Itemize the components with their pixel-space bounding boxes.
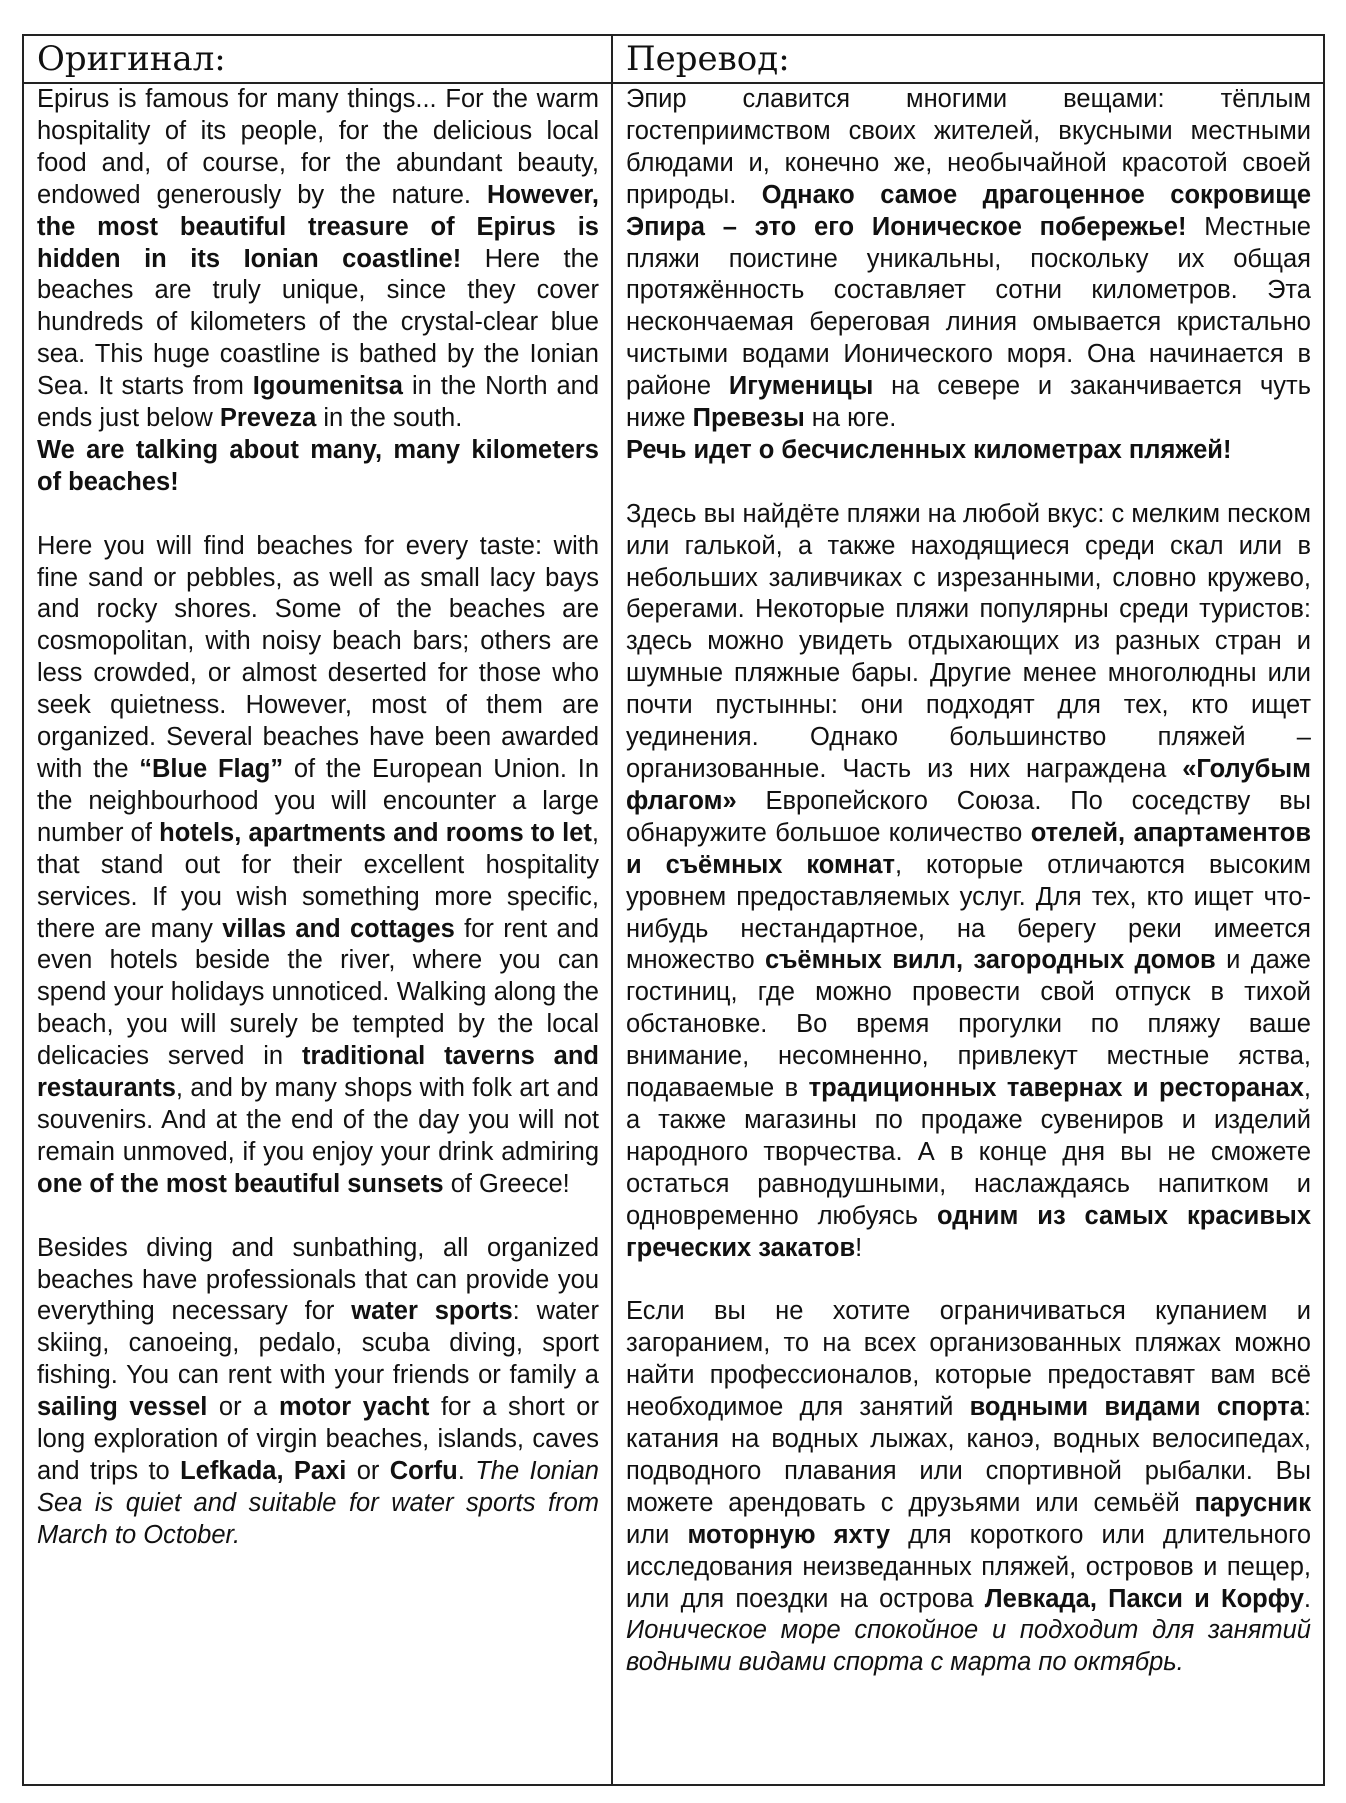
text-run: in the North and ends just below: [37, 372, 599, 433]
text-run: of Greece!: [443, 1169, 570, 1198]
bold-text: “Blue Flag”: [139, 755, 284, 784]
text-run: и даже гостиниц, где можно провести свой отпуск в тихой обстановке. Во время прогулки по пляжу ваше внимание, несомненно, привлекут местные яства, подаваемые в: [626, 946, 1311, 1103]
text-run: for a short or long exploration of virgin beaches, islands, caves and trips to: [37, 1393, 599, 1485]
paragraph: [626, 84, 1311, 467]
text-run: : катания на водных лыжах, каноэ, водных велосипедах, подводного плавания или спортивной рыбалки. Вы можете арендовать с друзьями или семьёй: [626, 1393, 1311, 1517]
bold-text: water sports: [351, 1297, 513, 1326]
bold-text: Превезы: [692, 404, 805, 433]
bold-text: sailing vessel: [37, 1393, 208, 1422]
text-run: .: [457, 1456, 476, 1485]
text-run: !: [855, 1233, 863, 1262]
bold-text: Игуменицы: [728, 372, 874, 401]
paragraph: [37, 1233, 599, 1552]
bold-text: villas and cottages: [222, 914, 455, 943]
bold-text: one of the most beautiful sunsets: [37, 1169, 444, 1198]
bold-text: Речь идет о бесчисленных километрах пляжей!: [626, 435, 1232, 464]
text-run: Если вы не хотите ограничиваться купанием и загоранием, то на всех организованных пляжах можно найти профессионалов, которые предоставят вам всё необходимое для занятий: [626, 1297, 1311, 1422]
bold-text: парусник: [1194, 1488, 1311, 1517]
bold-text: отелей, апартаментов и съёмных комнат: [626, 818, 1311, 879]
text-run: , that stand out for their excellent hospitality services. If you wish something more specific, there are many: [37, 818, 599, 943]
bold-text: Lefkada, Paxi: [180, 1456, 347, 1485]
paragraph: [626, 1296, 1311, 1679]
text-run: or a: [207, 1393, 279, 1422]
text-run: на севере и заканчивается чуть ниже: [626, 372, 1311, 433]
bold-text: Corfu: [389, 1456, 458, 1485]
text-run: for rent and even hotels beside the river, where you can spend your holidays unnoticed. Walking along the beach, you will surely be tempted by the local delicacies served in: [37, 914, 600, 1071]
text-run: , которые отличаются высоким уровнем предоставляемых услуг. Для тех, кто ищет что-нибудь нестандартное, на берегу реки имеется множество: [626, 850, 1311, 975]
bold-text: традиционных тавернах и ресторанах: [808, 1074, 1304, 1103]
bold-text: водными видами спорта: [969, 1393, 1304, 1422]
bold-text: Preveza: [219, 404, 317, 433]
italic-text: The Ionian Sea is quiet and suitable for water sports from March to October.: [37, 1456, 599, 1549]
italic-text: Ионическое море спокойное и подходит для занятий водными видами спорта с марта по октябрь.: [626, 1616, 1311, 1677]
bold-text: hotels, apartments and rooms to let: [159, 818, 592, 847]
bold-text: моторную яхту: [687, 1520, 891, 1549]
bold-text: Igoumenitsa: [252, 372, 403, 401]
text-run: of the European Union. In the neighbourhood you will encounter a large number of: [37, 755, 600, 847]
text-run: Besides diving and sunbathing, all organized beaches have professionals that can provide you everything necessary for: [37, 1233, 599, 1326]
bold-text: motor yacht: [278, 1393, 430, 1422]
bold-text: Однако самое драгоценное сокровище Эпира – это его Ионическое побережье!: [626, 180, 1311, 241]
paragraph: [626, 499, 1311, 1265]
text-run: для короткого или длительного исследования неизведанных пляжей, островов и пещер, или для поездки на острова: [626, 1520, 1311, 1613]
bold-text: Левкада, Пакси и Корфу: [984, 1584, 1304, 1613]
translation-text: [613, 84, 1323, 1784]
text-run: Местные пляжи поистине уникальны, поскольку их общая протяжённость составляет сотни километров. Эта нескончаемая береговая линия омывается кристально чистыми водами Ионического моря. Она начинается в районе: [626, 212, 1311, 401]
paragraph: [37, 84, 599, 499]
translation-heading: Перевод:: [613, 36, 1323, 84]
text-run: или: [626, 1520, 688, 1549]
bold-text: We are talking about many, many kilometers of beaches!: [37, 435, 599, 496]
text-run: : water skiing, canoeing, pedalo, scuba diving, sport fishing. You can rent with your friends or family a: [37, 1297, 599, 1390]
bold-text: съёмных вилл, загородных домов: [764, 946, 1216, 975]
text-run: Эпир славится многими вещами: тёплым гостеприимством своих жителей, вкусными местными блюдами и, конечно же, необычайной красотой своей природы.: [626, 85, 1311, 209]
text-run: or: [346, 1456, 390, 1485]
original-text: [24, 84, 613, 1784]
bold-text: traditional taverns and restaurants: [37, 1042, 599, 1103]
text-run: на юге.: [804, 404, 897, 433]
original-heading: Оригинал:: [24, 36, 613, 84]
text-run: , а также магазины по продаже сувениров и изделий народного творчества. А в конце дня вы не сможете остаться равнодушными, наслаждаясь напитком и одновременно любуясь: [626, 1074, 1312, 1230]
text-run: Here the beaches are truly unique, since they cover hundreds of kilometers of the crystal-clear blue sea. This huge coastline is bathed by the Ionian Sea. It starts from: [37, 244, 599, 401]
bold-text: «Голубым флагом»: [626, 755, 1311, 815]
text-run: Здесь вы найдёте пляжи на любой вкус: с мелким песком или галькой, а также находящиеся среди скал или в небольших заливчиках с изрезанными, словно кружево, берегами. Некоторые пляжи популярны среди туристов: здесь можно увидеть отдыхающих из разных стран и шумные пляжные бары. Другие менее многолюдны или почти пустынны: они подходят для тех, кто ищет уединения. Однако большинство пляжей – организованные. Часть из них награждена: [626, 499, 1311, 784]
text-run: Epirus is famous for many things... For the warm hospitality of its people, for the delicious local food and, of course, for the abundant beauty, endowed generously by the nature.: [37, 85, 599, 209]
text-run: Here you will find beaches for every taste: with fine sand or pebbles, as well as small lacy bays and rocky shores. Some of the beaches are cosmopolitan, with noisy beach bars; others are less crowded, or almost deserted for those who seek quietness. However, most of them are organized. Several beaches have been awarded with the: [37, 531, 599, 784]
bold-text: одним из самых красивых греческих закатов: [626, 1201, 1311, 1262]
text-run: .: [1303, 1584, 1312, 1613]
bold-text: However, the most beautiful treasure of Epirus is hidden in its Ionian coastline!: [37, 180, 599, 273]
translation-table: [22, 34, 1325, 1786]
paragraph: [37, 531, 599, 1201]
text-run: Европейского Союза. По соседству вы обнаружите большое количество: [626, 786, 1311, 847]
text-run: , and by many shops with folk art and souvenirs. And at the end of the day you will not remain unmoved, if you enjoy your drink admiring: [37, 1074, 599, 1166]
text-run: in the south.: [316, 404, 463, 433]
